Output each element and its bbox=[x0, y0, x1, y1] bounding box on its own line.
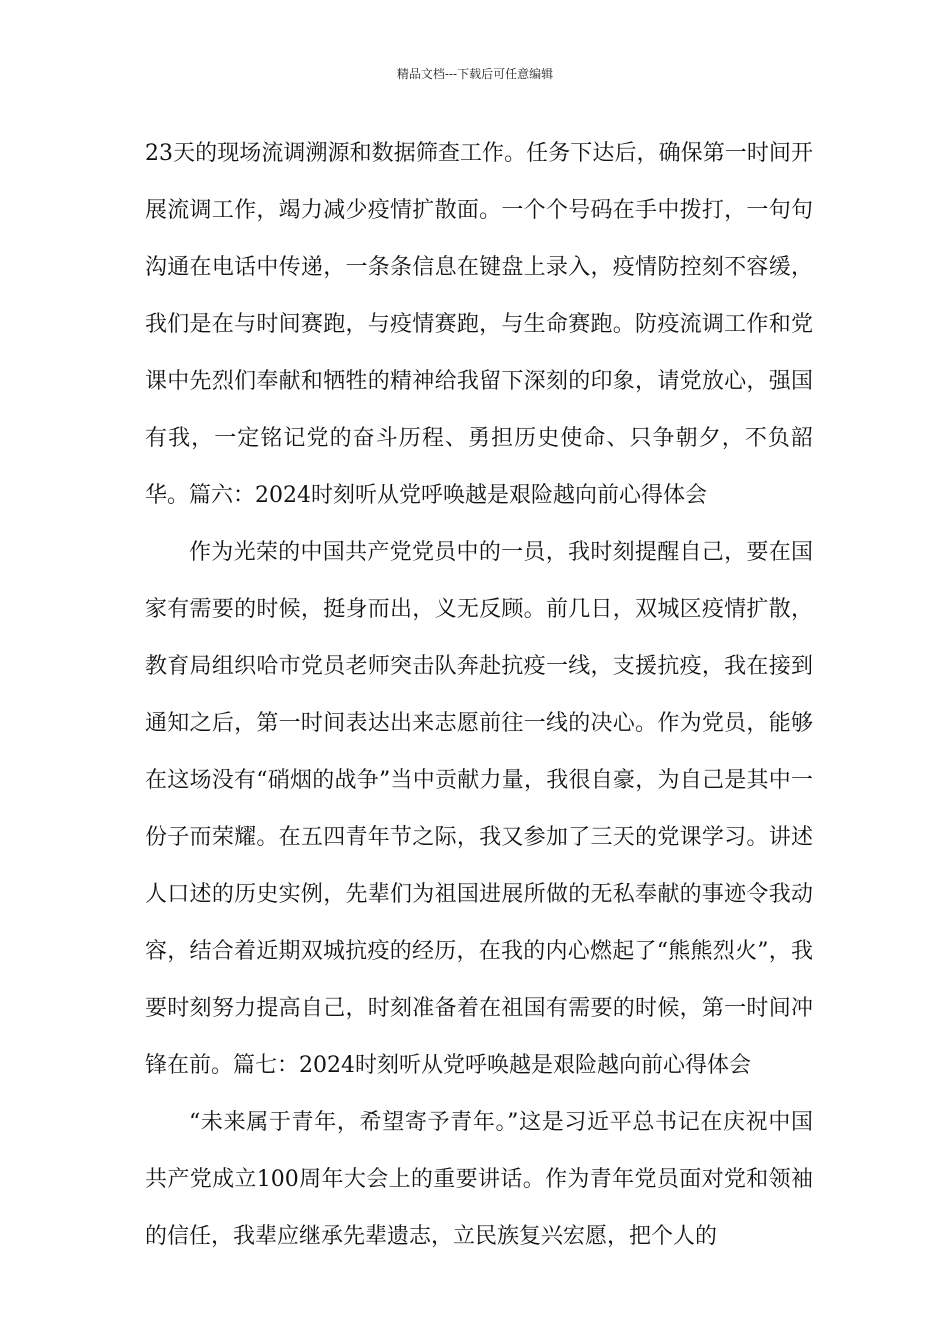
paragraph-continuation: 23天的现场流调溯源和数据筛查工作。任务下达后，确保第一时间开展流调工作，竭力减少疫情扩散面。一个个号码在手中拨打，一句句沟通在电话中传递，一条条信息在键盘上录入，疫情防控刻不容缓，我们是在与时间赛跑，与疫情赛跑，与生命赛跑。防疫流调工作和党课中先烈们奉献和牺牲的精神给我留下深刻的印象，请党放心，强国有我，一定铭记党的奋斗历程、勇担历史使命、只争朝夕，不负韶华。篇六：2024时刻听从党呼唤越是艰险越向前心得体会 bbox=[145, 141, 813, 508]
paragraph-section-six: 作为光荣的中国共产党党员中的一员，我时刻提醒自己，要在国家有需要的时候，挺身而出，义无反顾。前几日，双城区疫情扩散，教育局组织哈市党员老师突击队奔赴抗疫一线，支援抗疫，我在接到通知之后，第一时间表达出来志愿前往一线的决心。作为党员，能够在这场没有“硝烟的战争”当中贡献力量，我很自豪，为自己是其中一份子而荣耀。在五四青年节之际，我又参加了三天的党课学习。讲述人口述的历史实例，先辈们为祖国进展所做的无私奉献的事迹令我动容，结合着近期双城抗疫的经历，在我的内心燃起了“熊熊烈火”，我要时刻努力提高自己，时刻准备着在祖国有需要的时候，第一时间冲锋在前。篇七：2024时刻听从党呼唤越是艰险越向前心得体会 bbox=[145, 540, 813, 1078]
page-header: 精品文档---下载后可任意编辑 bbox=[396, 67, 554, 81]
paragraph-section-seven: “未来属于青年，希望寄予青年。”这是习近平总书记在庆祝中国共产党成立100周年大会上的重要讲话。作为青年党员面对党和领袖的信任，我辈应继承先辈遗志，立民族复兴宏愿，把个人的 bbox=[145, 1110, 813, 1249]
document-body bbox=[145, 125, 813, 1265]
